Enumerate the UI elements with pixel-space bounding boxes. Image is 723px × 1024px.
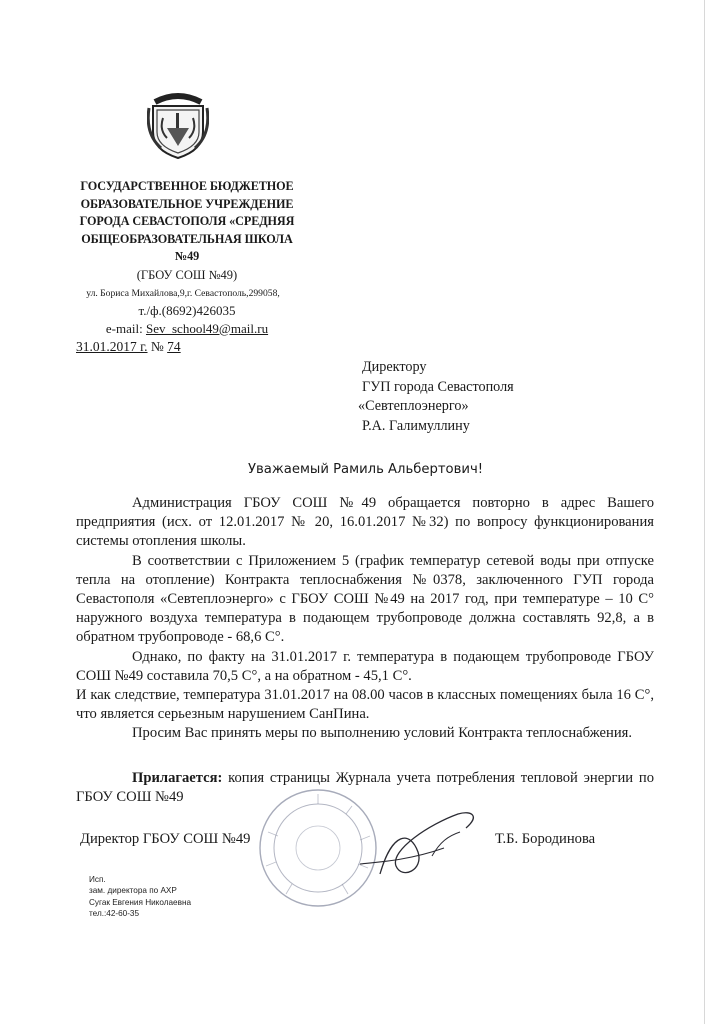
addressee-block <box>358 358 514 436</box>
document-number: 74 <box>167 339 181 354</box>
addressee-line: Р.А. Галимуллину <box>362 417 470 434</box>
executor-line: Сугак Евгения Николаевна <box>89 897 192 907</box>
executor-line: зам. директора по АХР <box>89 886 177 896</box>
signatory-name: Т.Б. Бородинова <box>495 831 596 847</box>
document-date: 31.01.2017 г. <box>76 339 148 354</box>
organization-address: ул. Бориса Михайлова,9,г. Севастополь,299058, <box>86 287 280 299</box>
organization-name <box>62 178 312 266</box>
letter-body <box>76 494 654 807</box>
attachment-text: копия страницы Журнала учета потребления тепловой энергии по ГБОУ СОШ №49 <box>76 769 654 805</box>
handwritten-signature <box>340 802 490 902</box>
document-date-number <box>76 339 181 355</box>
body-paragraph: И как следствие, температура 31.01.2017 на 08.00 часов в классных помещениях была 16 С°, что является серьезным нарушением СанПина. <box>76 687 654 723</box>
organization-header <box>62 178 312 337</box>
addressee-line: ГУП города Севастополя <box>362 378 514 395</box>
body-paragraph: Администрация ГБОУ СОШ №49 обращается повторно в адрес Вашего предприятия (исх. от 12.01.2017 № 20, 16.01.2017 №32) по вопросу функционирования системы отопления школы. <box>76 495 654 550</box>
email-link[interactable]: Sev_school49@mail.ru <box>145 320 269 336</box>
signatory-position: Директор ГБОУ СОШ №49 <box>80 831 251 847</box>
org-name-line: ОБЩЕОБРАЗОВАТЕЛЬНАЯ ШКОЛА <box>81 231 293 246</box>
addressee-line: «Севтеплоэнерго» <box>358 398 469 415</box>
executor-line: тел.:42-60-35 <box>89 909 140 919</box>
email-label: e-mail: <box>105 320 143 336</box>
document-number-label: № <box>150 339 164 354</box>
body-paragraph: Просим Вас принять меры по выполнению условий Контракта теплоснабжения. <box>132 725 633 742</box>
signature-line <box>80 831 640 848</box>
executor-block <box>89 874 191 920</box>
attachment-label: Прилагается: <box>132 769 223 786</box>
organization-short-name: (ГБОУ СОШ №49) <box>136 267 238 282</box>
addressee-line: Директору <box>362 359 427 375</box>
body-paragraph: В соответствии с Приложением 5 (график температур сетевой воды при отпуске тепла на отопление) Контракта теплоснабжения №0378, заключенного ГУП города Севастополя «Севтеплоэнерго» с ГБОУ СОШ №49 на 2017 год, при температуре – 10 С° наружного воздуха температура в подающем трубопроводе должна составлять 92,8, а в обратном трубопроводе - 68,6 С°. <box>76 552 654 646</box>
org-name-line: ГОРОДА СЕВАСТОПОЛЯ «СРЕДНЯЯ <box>79 214 295 229</box>
executor-line: Исп. <box>89 875 106 884</box>
page-edge <box>704 0 705 1024</box>
org-name-line: ГОСУДАРСТВЕННОЕ БЮДЖЕТНОЕ <box>80 179 294 193</box>
organization-phone: т./ф.(8692)426035 <box>138 303 236 319</box>
greeting: Уважаемый Рамиль Альбертович! <box>248 462 484 477</box>
coat-of-arms-emblem <box>147 88 209 162</box>
org-name-line: №49 <box>174 249 200 264</box>
org-name-line: ОБРАЗОВАТЕЛЬНОЕ УЧРЕЖДЕНИЕ <box>80 196 294 211</box>
organization-email <box>62 320 312 338</box>
body-paragraph: Однако, по факту на 31.01.2017 г. температура в подающем трубопроводе ГБОУ СОШ №49 составила 70,5 С°, а на обратном - 45,1 С°. <box>76 648 654 684</box>
